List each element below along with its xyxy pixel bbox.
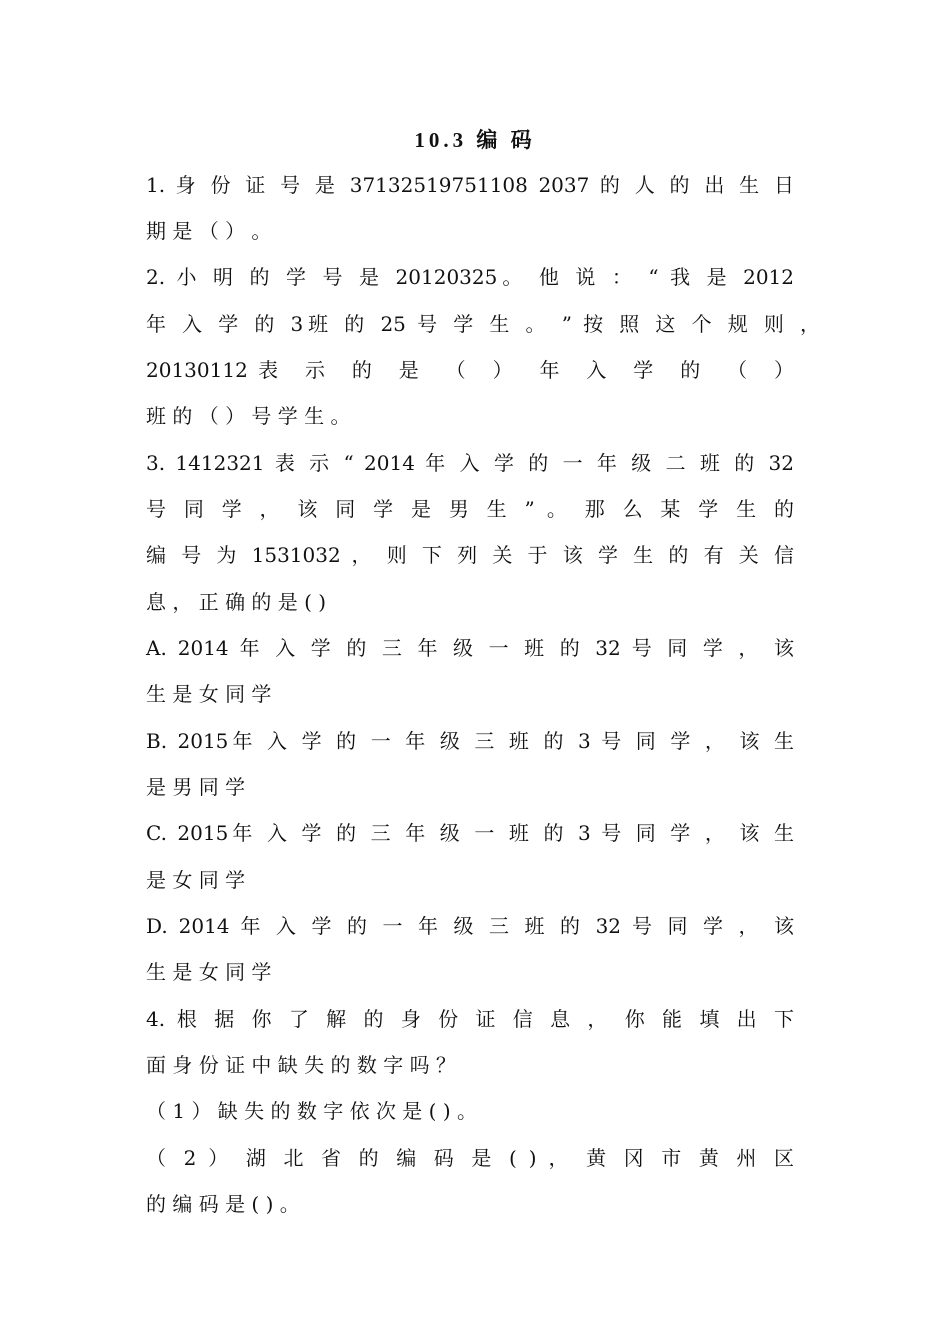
q4-sub2-line-2: 的 编 码 是 ( ) 。 xyxy=(146,1192,300,1216)
option-c-line-2: 是 女 同 学 xyxy=(146,868,246,892)
option-d-line-2: 生 是 女 同 学 xyxy=(146,960,272,984)
q2-line-1: 2. 小 明 的 学 号 是 20120325。 他 说 ： “ 我 是 2012 xyxy=(146,265,794,289)
q1-line-1: 1. 身 份 证 号 是 37132519751108 2037 的 人 的 出 生 日 xyxy=(146,173,794,197)
q3-line-1: 3. 1412321 表 示 “ 2014 年 入 学 的 一 年 级 二 班 的 32 xyxy=(146,451,794,475)
q3-line-3: 编 号 为 1531032 ， 则 下 列 关 于 该 学 生 的 有 关 信 xyxy=(146,543,794,567)
q3-line-4: 息 ， 正 确 的 是 ( ) xyxy=(146,590,327,614)
q4-line-2: 面 身 份 证 中 缺 失 的 数 字 吗 ？ xyxy=(146,1053,456,1077)
option-b-line-2: 是 男 同 学 xyxy=(146,775,246,799)
option-a-line-2: 生 是 女 同 学 xyxy=(146,682,272,706)
q4-line-1: 4. 根 据 你 了 解 的 身 份 证 信 息 ， 你 能 填 出 下 xyxy=(146,1007,794,1031)
q2-line-2: 年 入 学 的 3班 的 25 号 学 生 。 ” 按 照 这 个 规 则 ， xyxy=(146,312,820,336)
q4-sub1-line: （ 1 ） 缺 失 的 数 字 依 次 是 ( ) 。 xyxy=(146,1099,477,1123)
q2-line-3: 20130112表 示 的 是 （ ） 年 入 学 的 （ ） xyxy=(146,358,794,382)
option-d-line-1: D. 2014 年 入 学 的 一 年 级 三 班 的 32 号 同 学 ， 该 xyxy=(146,914,794,938)
q3-line-2: 号 同 学 ， 该 同 学 是 男 生 ” 。 那 么 某 学 生 的 xyxy=(146,497,794,521)
option-b-line-1: B. 2015年 入 学 的 一 年 级 三 班 的 3 号 同 学 ， 该 生 xyxy=(146,729,794,753)
q2-line-4: 班 的 （ ） 号 学 生 。 xyxy=(146,404,351,428)
q1-line-2: 期 是 （ ） 。 xyxy=(146,219,272,243)
page-title: 10.3 编 码 xyxy=(414,128,536,152)
option-c-line-1: C. 2015年 入 学 的 三 年 级 一 班 的 3 号 同 学 ， 该 生 xyxy=(146,821,794,845)
q4-sub2-line-1: （ 2 ） 湖 北 省 的 编 码 是 ( ) ， 黄 冈 市 黄 州 区 xyxy=(146,1146,794,1170)
option-a-line-1: A. 2014 年 入 学 的 三 年 级 一 班 的 32 号 同 学 ， 该 xyxy=(146,636,794,660)
